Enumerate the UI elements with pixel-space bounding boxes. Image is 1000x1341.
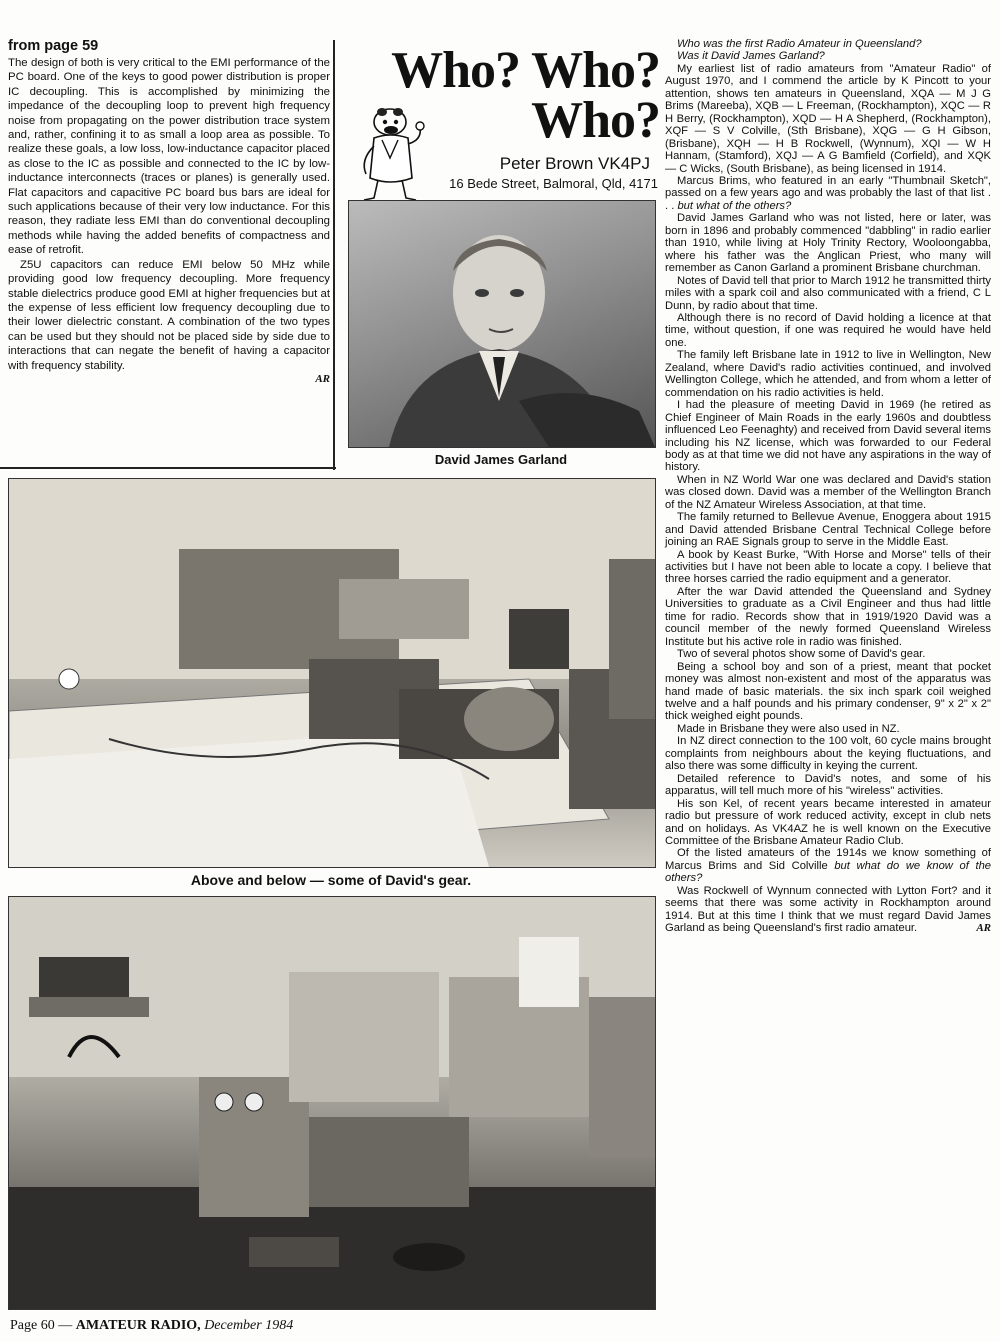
gear-photo-bottom — [8, 896, 656, 1310]
end-mark: AR — [315, 372, 330, 385]
right-paragraph-19: Was Rockwell of Wynnum connected with Lytton Fort? and it seems that there was some activity in Rockhampton around 1914. But at this time I think that we must regard David James Garland as being Queensland's first radio amateur. AR — [665, 884, 991, 935]
author-address: 16 Bede Street, Balmoral, Qld, 4171 — [449, 176, 658, 191]
footer-date: December 1984 — [204, 1318, 294, 1333]
left-paragraph-1: The design of both is very critical to the EMI performance of the PC board. One of the keys to good power distribution is proper IC decoupling. This is accomplished by minimizing the impedance of the decoupling loop to prevent high frequency noise from propagating on the power distribution trace system and, rather, confining it to as small a loop area as possible. To realize these goals, a low loss, low-inductance capacitor placed as close to the IC as possible and connected to the IC by low-inductance interconnects (traces or planes) is generally used. Flat capacitors and capacitive PC board bus bars are ideal for such applications because of their very low inductance. For this reason, they radiate less EMI than do conventional decoupling methods while having the added benefits of compactness and ease of retrofit. — [8, 57, 330, 257]
right-paragraph-3: David James Garland who was not listed, here or later, was born in 1896 and probably commenced "dabbling" in radio earlier than 1910, while living at Holy Trinity Rectory, Wooloongabba, where his father was the Anglican Priest, who many will remember as Canon Garland a prominent Brisbane churchman. — [665, 212, 991, 275]
section-rule — [0, 467, 336, 469]
right-paragraph-5: Although there is no record of David holding a licence at that time, without question, if one was required he would have held one. — [665, 311, 991, 349]
intro-question-2: Was it David James Garland? — [677, 50, 825, 63]
portrait-photo — [348, 200, 656, 448]
right-column — [665, 38, 991, 1325]
portrait-caption: David James Garland — [434, 452, 568, 467]
right-paragraph-9: The family returned to Bellevue Avenue, Enoggera about 1915 and David attended Brisbane Central Technical College before joining an RAE Signals group to serve in the Middle East. — [665, 511, 991, 549]
left-column — [8, 38, 330, 458]
footer-page: Page 60 — — [10, 1318, 73, 1333]
gear-caption: Above and below — some of David's gear. — [190, 872, 472, 888]
title-line-2: Who? — [531, 92, 660, 149]
right-paragraph-10: A book by Keast Burke, "With Horse and Morse" tells of their activities but I have not been able to locate a copy. I believe that three horses carried the radio equipment and a generator. — [665, 548, 991, 586]
right-paragraph-2: Marcus Brims, who featured in an early "Thumbnail Sketch", passed on a few years ago and was probably the last of that list . . . but what of the others? — [665, 174, 991, 212]
right-paragraph-14: Made in Brisbane they were also used in NZ. — [677, 722, 900, 735]
footer-magazine: AMATEUR RADIO, — [75, 1318, 201, 1333]
right-paragraph-8: When in NZ World War one was declared and David's station was closed down. David was a member of the Wellington Branch of the NZ Amateur Wireless Association, at that time. — [665, 473, 991, 511]
intro-question-1: Who was the first Radio Amateur in Queensland? — [677, 38, 922, 50]
column-rule — [333, 40, 335, 470]
right-paragraph-16: Detailed reference to David's notes, and some of his apparatus, will tell much more of his "wireless" activities. — [665, 772, 991, 798]
author-name: Peter Brown VK4PJ — [499, 154, 650, 173]
gear-photo-top — [8, 478, 656, 868]
right-paragraph-17: His son Kel, of recent years became interested in amateur radio but pressure of work reduced activity, except in club nets and on holidays. As VK4AZ he is well known on the Executive Committee of the Brisbane Amateur Radio Club. — [665, 797, 991, 847]
right-paragraph-6: The family left Brisbane late in 1912 to live in Wellington, New Zealand, where David's radio activities continued, and involved Wellington College, which he attended, and from whom a letter of commendation on his radio activities is held. — [665, 349, 991, 399]
right-paragraph-13: Being a school boy and son of a priest, meant that pocket money was almost non-existent and most of the apparatus was hand made of basic materials. the six inch spark coil weighed twelve and a half pounds and his primary condenser, 9" x 2" x 2" thick weighed eight pounds. — [665, 660, 991, 723]
continued-heading: from page 59 — [8, 38, 99, 54]
right-paragraph-4: Notes of David tell that prior to March 1912 he transmitted thirty miles with a spark coil and also communicated with a friend, C L Dunn, by radio about that time. — [665, 274, 992, 312]
right-paragraph-12: Two of several photos show some of David's gear. — [677, 648, 926, 661]
right-end-mark: AR — [976, 922, 991, 935]
page-footer — [10, 1318, 410, 1334]
right-paragraph-7: I had the pleasure of meeting David in 1969 (he retired as Chief Engineer of Main Roads in the early 1960s and doubtless influenced Leo Feenaghty) and received from David several items including his NZ license, which was forwarded to our Federal body as at that time we did not have any aspirations in the way of history. — [665, 399, 991, 474]
italic-tail-1: but what of the others? — [677, 199, 792, 212]
italic-tail-2: but what do we know of the others? — [665, 859, 992, 885]
right-paragraph-18: Of the listed amateurs of the 1914s we know something of Marcus Brims and Sid Colville but what do we know of the others? — [665, 847, 992, 885]
right-paragraph-11: After the war David attended the Queensland and Sydney Universities to graduate as a Civil Engineer and thus had little time for radio. Records show that in 1919/1920 David was a council member of the newly formed Queensland Wireless Institute but his active role in radio was finished. — [665, 585, 991, 648]
right-paragraph-15: In NZ direct connection to the 100 volt, 60 cycle mains brought complaints from neighbours about the keying fluctuations, and also there was some difficulty in keying the current. — [665, 735, 991, 773]
left-paragraph-2: Z5U capacitors can reduce EMI below 50 MHz while providing good low frequency decoupling. More frequency stable dielectrics produce good EMI at higher frequencies but at the expense of less efficient low frequency decoupling due to their lower dielectric constant. A combination of the two types can be used but they should not be placed side by side due to interactions that can negate the benefit of having a capacitor with frequency stability. — [8, 258, 330, 372]
right-paragraph-1: My earliest list of radio amateurs from "Amateur Radio" of August 1970, and I commend the article by K Pincott to your attention, shows ten amateurs in Queensland, XQA — M J G Brims (Mareeba), XQB — L Freeman, (Rockhampton), XQC — R H Berry, (Rockhampton), XQD — H A Shepherd, (Rockhampton), XQF — S V Colville, (Sth Brisbane), XQG — G H Gibson, (Brisbane), XQH — H B Rockwell, (Wynnum), XQI — W H Hannam, (Stamford), XQJ — A G Bamfield (Corfield), and XQK — C Wicks, (South Brisbane), as being licensed in 1914. — [665, 62, 991, 175]
title-line-1: Who? Who? — [391, 42, 660, 99]
